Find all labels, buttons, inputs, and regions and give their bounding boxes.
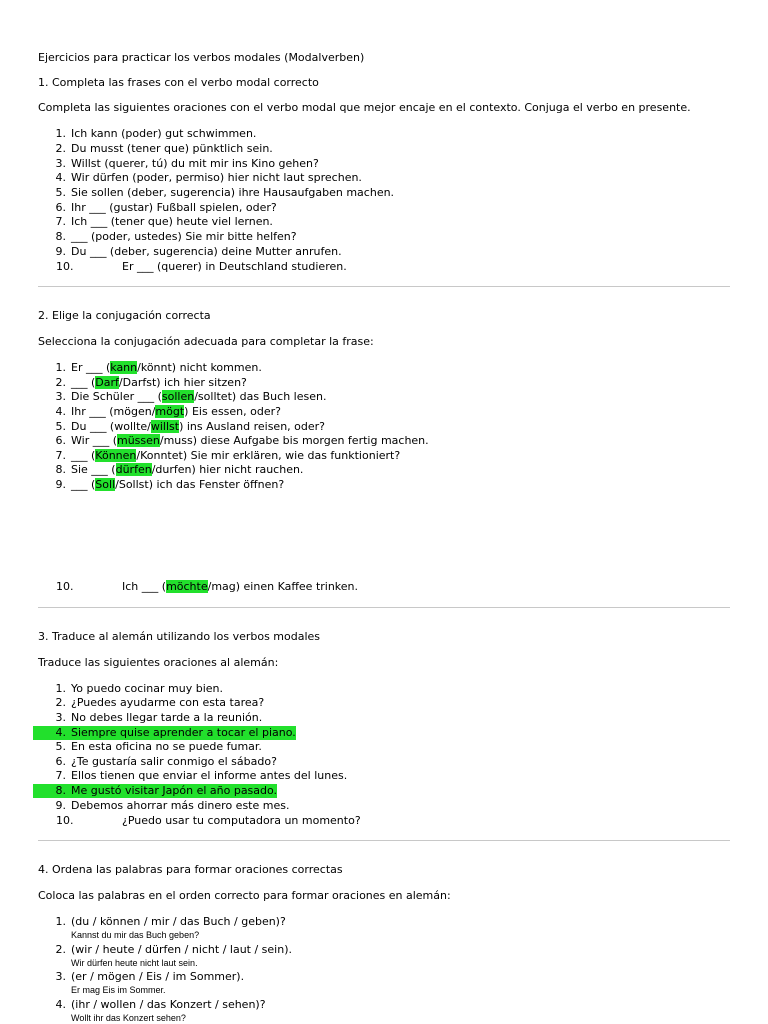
item-text: ___ ( xyxy=(71,376,96,389)
item-number: 1. xyxy=(55,682,66,695)
item-number: 3. xyxy=(55,711,66,724)
item-text: (ihr / wollen / das Konzert / sehen)? xyxy=(71,998,266,1011)
item-number: 1. xyxy=(55,361,66,374)
item-text: Du ___ (deber, sugerencia) deine Mutter anrufen. xyxy=(71,245,342,258)
item-text: /solltet) das Buch lesen. xyxy=(194,390,327,403)
item-text: No debes llegar tarde a la reunión. xyxy=(71,711,263,724)
list-item xyxy=(33,127,256,141)
item-text: ___ ( xyxy=(71,478,96,491)
list-item xyxy=(33,696,264,710)
item-text: Er ___ (querer) in Deutschland studieren. xyxy=(122,260,347,273)
highlighted-answer: Soll xyxy=(95,478,116,491)
item-text: Wir ___ ( xyxy=(71,434,117,447)
item-number: 5. xyxy=(55,740,66,753)
list-item xyxy=(33,799,289,813)
list-item xyxy=(33,405,281,419)
item-text: /durfen) hier nicht rauchen. xyxy=(151,463,304,476)
item-number: 8. xyxy=(55,784,66,797)
item-text: Ihr ___ (mögen/ xyxy=(71,405,156,418)
section-2-instruction: Selecciona la conjugación adecuada para completar la frase: xyxy=(38,335,374,348)
item-number: 2. xyxy=(55,376,66,389)
item-number: 4. xyxy=(55,171,66,184)
highlighted-answer: möchte xyxy=(166,580,208,593)
item-text: (du / können / mir / das Buch / geben)? xyxy=(71,915,286,928)
list-item xyxy=(33,361,262,375)
item-number: 5. xyxy=(55,420,66,433)
section-2-heading: 2. Elige la conjugación correcta xyxy=(38,309,211,322)
answer-text: Wir dürfen heute nicht laut sein. xyxy=(71,958,198,968)
list-item xyxy=(33,711,262,725)
item-text: En esta oficina no se puede fumar. xyxy=(71,740,262,753)
highlighted-answer: willst xyxy=(150,420,180,433)
list-item xyxy=(33,245,342,259)
list-item xyxy=(33,682,223,696)
list-item xyxy=(33,215,273,229)
item-text: Siempre quise aprender a tocar el piano. xyxy=(71,726,296,739)
list-item xyxy=(33,186,394,200)
item-number: 7. xyxy=(55,769,66,782)
item-number: 9. xyxy=(55,478,66,491)
item-number: 9. xyxy=(55,799,66,812)
divider xyxy=(38,607,730,608)
item-text: Me gustó visitar Japón el año pasado. xyxy=(71,784,278,797)
item-text: Du musst (tener que) pünktlich sein. xyxy=(71,142,273,155)
list-item xyxy=(56,580,358,594)
item-number: 10. xyxy=(56,580,74,593)
item-number: 5. xyxy=(55,186,66,199)
item-text: Yo puedo cocinar muy bien. xyxy=(71,682,223,695)
item-number: 3. xyxy=(55,390,66,403)
list-item xyxy=(33,769,347,783)
item-number: 3. xyxy=(55,157,66,170)
item-text: /könnt) nicht kommen. xyxy=(137,361,262,374)
highlighted-answer: müssen xyxy=(117,434,160,447)
list-item-highlighted xyxy=(33,726,296,740)
item-text: Ich ___ (tener que) heute viel lernen. xyxy=(71,215,273,228)
item-text: Wir dürfen (poder, permiso) hier nicht laut sprechen. xyxy=(71,171,362,184)
item-number: 4. xyxy=(55,998,66,1011)
item-text: ¿Puedes ayudarme con esta tarea? xyxy=(71,696,265,709)
list-item xyxy=(33,943,292,957)
item-number: 10. xyxy=(56,260,74,273)
answer-text: Er mag Eis im Sommer. xyxy=(71,985,166,995)
list-item xyxy=(33,434,429,448)
item-text: /Sollst) ich das Fenster öffnen? xyxy=(115,478,285,491)
item-text: ) ins Ausland reisen, oder? xyxy=(179,420,326,433)
item-text: Ellos tienen que enviar el informe antes del lunes. xyxy=(71,769,348,782)
item-number: 4. xyxy=(55,726,66,739)
item-number: 8. xyxy=(55,230,66,243)
highlighted-answer: Können xyxy=(95,449,137,462)
item-text: /mag) einen Kaffee trinken. xyxy=(207,580,359,593)
list-item-highlighted xyxy=(33,784,277,798)
item-number: 2. xyxy=(55,696,66,709)
section-4-heading: 4. Ordena las palabras para formar oraciones correctas xyxy=(38,863,343,876)
list-item xyxy=(33,740,262,754)
answer-text: Wollt ihr das Konzert sehen? xyxy=(71,1013,186,1023)
item-text: Ihr ___ (gustar) Fußball spielen, oder? xyxy=(71,201,277,214)
item-text: Debemos ahorrar más dinero este mes. xyxy=(71,799,290,812)
list-item xyxy=(33,201,277,215)
list-item xyxy=(33,142,273,156)
list-item xyxy=(33,230,297,244)
list-item xyxy=(56,814,361,828)
highlighted-answer: mögt xyxy=(155,405,185,418)
list-item xyxy=(33,376,247,390)
item-text: (wir / heute / dürfen / nicht / laut / sein). xyxy=(71,943,292,956)
item-number: 1. xyxy=(55,915,66,928)
item-text: Die Schüler ___ ( xyxy=(71,390,162,403)
item-text: ) Eis essen, oder? xyxy=(184,405,281,418)
answer-text: Kannst du mir das Buch geben? xyxy=(71,930,200,940)
section-3-heading: 3. Traduce al alemán utilizando los verbos modales xyxy=(38,630,321,643)
item-number: 6. xyxy=(55,755,66,768)
list-item xyxy=(33,171,362,185)
section-4-instruction: Coloca las palabras en el orden correcto para formar oraciones en alemán: xyxy=(38,889,451,902)
item-text: /Konntet) Sie mir erklären, wie das funktioniert? xyxy=(136,449,401,462)
item-text: Du ___ (wollte/ xyxy=(71,420,151,433)
item-text: ¿Te gustaría salir conmigo el sábado? xyxy=(71,755,277,768)
list-item xyxy=(33,449,400,463)
highlighted-answer: dürfen xyxy=(115,463,152,476)
item-number: 1. xyxy=(55,127,66,140)
page-title: Ejercicios para practicar los verbos modales (Modalverben) xyxy=(38,51,365,64)
list-item xyxy=(33,390,326,404)
list-item xyxy=(33,755,277,769)
item-text: ¿Puedo usar tu computadora un momento? xyxy=(122,814,361,827)
highlighted-answer: Darf xyxy=(95,376,119,389)
list-item xyxy=(33,970,244,984)
item-text: Er ___ ( xyxy=(71,361,111,374)
item-text: /muss) diese Aufgabe bis morgen fertig machen. xyxy=(159,434,429,447)
item-number: 8. xyxy=(55,463,66,476)
item-number: 3. xyxy=(55,970,66,983)
item-number: 6. xyxy=(55,434,66,447)
item-number: 6. xyxy=(55,201,66,214)
item-text: /Darfst) ich hier sitzen? xyxy=(118,376,247,389)
list-item xyxy=(33,157,319,171)
list-item xyxy=(33,420,325,434)
item-text: Ich kann (poder) gut schwimmen. xyxy=(71,127,257,140)
list-item xyxy=(33,915,286,929)
item-text: Ich ___ ( xyxy=(122,580,167,593)
section-3-instruction: Traduce las siguientes oraciones al alemán: xyxy=(38,656,279,669)
item-text: Sie ___ ( xyxy=(71,463,116,476)
item-text: Willst (querer, tú) du mit mir ins Kino gehen? xyxy=(71,157,319,170)
list-item xyxy=(56,260,347,274)
item-number: 7. xyxy=(55,449,66,462)
item-number: 7. xyxy=(55,215,66,228)
item-text: ___ (poder, ustedes) Sie mir bitte helfen? xyxy=(71,230,297,243)
item-text: (er / mögen / Eis / im Sommer). xyxy=(71,970,245,983)
item-text: ___ ( xyxy=(71,449,96,462)
item-number: 10. xyxy=(56,814,74,827)
list-item xyxy=(33,998,266,1012)
highlighted-answer: kann xyxy=(110,361,138,374)
item-text: Sie sollen (deber, sugerencia) ihre Hausaufgaben machen. xyxy=(71,186,395,199)
item-number: 4. xyxy=(55,405,66,418)
divider xyxy=(38,840,730,841)
divider xyxy=(38,286,730,287)
item-number: 9. xyxy=(55,245,66,258)
section-1-instruction: Completa las siguientes oraciones con el verbo modal que mejor encaje en el contexto. Conjuga el verbo en presente. xyxy=(38,101,691,114)
item-number: 2. xyxy=(55,142,66,155)
item-number: 2. xyxy=(55,943,66,956)
list-item xyxy=(33,463,303,477)
highlighted-answer: sollen xyxy=(161,390,195,403)
section-1-heading: 1. Completa las frases con el verbo modal correcto xyxy=(38,76,319,89)
list-item xyxy=(33,478,284,492)
